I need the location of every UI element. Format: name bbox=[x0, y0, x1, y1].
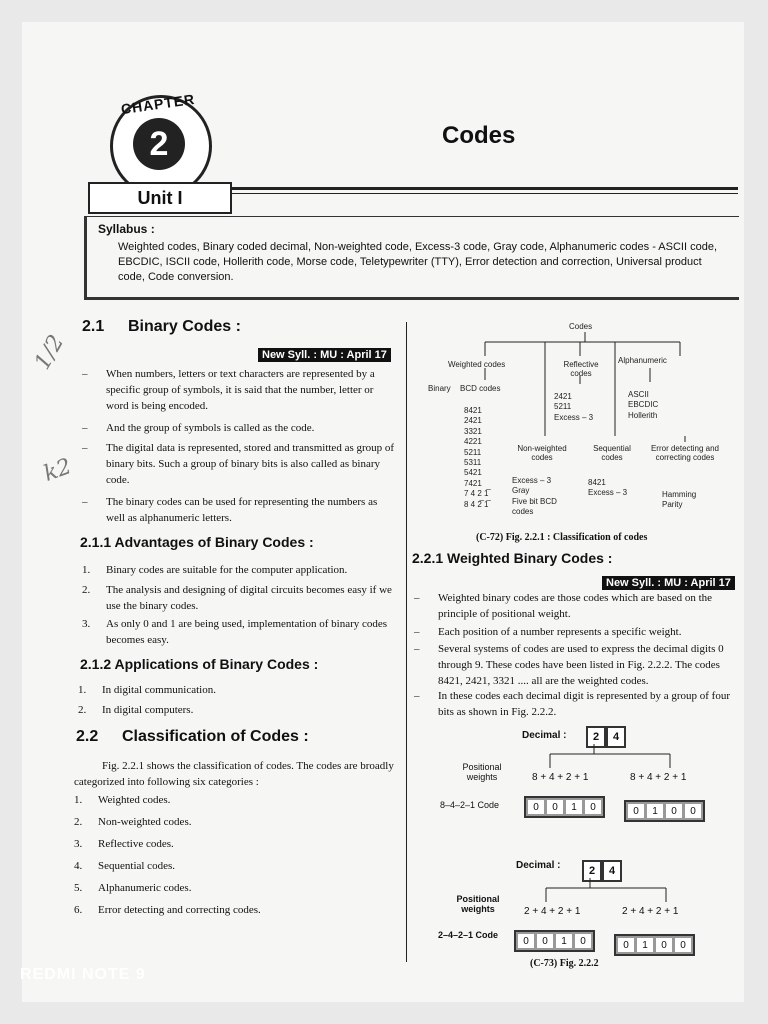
error-list: Hamming Parity bbox=[662, 490, 697, 510]
code-bits-left: 0 0 1 0 bbox=[514, 930, 595, 952]
tree-node-weighted: Weighted codes bbox=[448, 360, 506, 369]
subsection-title: 2.1.1 Advantages of Binary Codes : bbox=[80, 534, 314, 550]
list-item: 5. Alphanumeric codes. bbox=[74, 882, 192, 894]
section-title: Classification of Codes : bbox=[122, 728, 309, 745]
alpha-list: ASCII EBCDIC Hollerith bbox=[628, 390, 659, 420]
code-bits-right: 0 1 0 0 bbox=[614, 934, 695, 956]
figure-caption: (C-73) Fig. 2.2.2 bbox=[530, 958, 599, 969]
list-item: 1. In digital communication. bbox=[78, 684, 216, 696]
section-number: 2.1 bbox=[82, 318, 105, 335]
tree-root: Codes bbox=[569, 322, 593, 331]
camera-watermark: REDMI NOTE 9 bbox=[20, 966, 146, 983]
list-item: 6. Error detecting and correcting codes. bbox=[74, 904, 261, 916]
code-label: 2–4–2–1 Code bbox=[438, 930, 499, 940]
list-item: 1. Weighted codes. bbox=[74, 794, 171, 806]
list-item: 2. In digital computers. bbox=[78, 704, 194, 716]
fig1-connectors bbox=[520, 744, 720, 774]
tree-node-binary: Binary bbox=[428, 384, 451, 393]
chapter-word: CHAPTER bbox=[119, 90, 197, 118]
sequential-list: 8421 Excess – 3 bbox=[588, 478, 628, 498]
decimal-digit: 2 bbox=[586, 726, 606, 748]
paragraph: – Several systems of codes are used to express the decimal digits 0 through 9. These codes have been listed in Fig. 2.2.2. The codes 8421, 2421, 3321 .... all are the weighted codes. bbox=[414, 643, 724, 687]
list-item: 2. The analysis and designing of digital circuits becomes easy if we use the binary codes. bbox=[82, 584, 392, 612]
column-divider bbox=[406, 322, 407, 962]
syllabus-tag: New Syll. : MU : April 17 bbox=[258, 348, 391, 362]
weights-right: 2 + 4 + 2 + 1 bbox=[622, 906, 679, 917]
figure-caption: (C-72) Fig. 2.2.1 : Classification of codes bbox=[476, 532, 648, 543]
syllabus-tag: New Syll. : MU : April 17 bbox=[602, 576, 735, 590]
list-item: 2. Non-weighted codes. bbox=[74, 816, 192, 828]
list-item: 3. Reflective codes. bbox=[74, 838, 174, 850]
subsection-title: 2.2.1 Weighted Binary Codes : bbox=[412, 550, 613, 566]
tree-node-alphanumeric: Alphanumeric bbox=[618, 356, 667, 365]
tree-node-reflective: Reflective codes bbox=[563, 360, 599, 378]
weights-right: 8 + 4 + 2 + 1 bbox=[630, 772, 687, 783]
section-title: Binary Codes : bbox=[128, 318, 241, 335]
list-item: 3. As only 0 and 1 are being used, implementation of binary codes becomes easy. bbox=[82, 618, 388, 646]
paragraph: – The digital data is represented, stored and transmitted as group of binary bits. Such a group of binary bits is also called as binary code. bbox=[82, 442, 395, 486]
decimal-label: Decimal : bbox=[522, 730, 567, 741]
code-bits-right: 0 1 0 0 bbox=[624, 800, 705, 822]
paragraph: – Each position of a number represents a specific weight. bbox=[414, 626, 682, 638]
margin-note: 1/2 bbox=[30, 330, 70, 375]
unit-label: Unit I bbox=[88, 182, 232, 214]
list-item: 1. Binary codes are suitable for the computer application. bbox=[82, 564, 348, 576]
decimal-digit: 4 bbox=[606, 726, 626, 748]
page-title: Codes bbox=[442, 122, 516, 149]
decimal-digit: 4 bbox=[602, 860, 622, 882]
code-bits-left: 0 0 1 0 bbox=[524, 796, 605, 818]
tree-node-error: Error detecting and correcting codes bbox=[650, 444, 720, 462]
paragraph: – The binary codes can be used for representing the numbers as well as alphanumeric letters. bbox=[82, 496, 378, 524]
weights-left: 8 + 4 + 2 + 1 bbox=[532, 772, 589, 783]
paragraph: – And the group of symbols is called as the code. bbox=[82, 422, 315, 434]
tree-node-sequential: Sequential codes bbox=[593, 444, 631, 462]
reflective-list: 2421 5211 Excess – 3 bbox=[554, 392, 594, 422]
decimal-digit: 2 bbox=[582, 860, 602, 882]
positional-weights-label: Positional weights bbox=[462, 762, 502, 782]
header-rule-thin bbox=[230, 193, 738, 194]
paragraph: Fig. 2.2.1 shows the classification of codes. The codes are broadly categorized into following six categories : bbox=[74, 760, 394, 788]
weights-left: 2 + 4 + 2 + 1 bbox=[524, 906, 581, 917]
paragraph: – When numbers, letters or text characters are represented by a specific group of symbols, it is said that the number, letter or word is being encoded. bbox=[82, 368, 375, 412]
syllabus-heading: Syllabus : bbox=[98, 222, 155, 236]
subsection-title: 2.1.2 Applications of Binary Codes : bbox=[80, 656, 319, 672]
margin-note: k2 bbox=[40, 454, 75, 487]
section-number: 2.2 bbox=[76, 728, 99, 745]
tree-node-nonweighted: Non-weighted codes bbox=[517, 444, 567, 462]
list-item: 4. Sequential codes. bbox=[74, 860, 175, 872]
bcd-list: 8421 2421 3321 4221 5211 5311 5421 7421 7 4 2 1̅ 8 4 2̅ 1̅ bbox=[464, 406, 489, 509]
code-label: 8–4–2–1 Code bbox=[440, 800, 500, 810]
tree-node-bcd: BCD codes bbox=[460, 384, 501, 393]
header-rule bbox=[230, 187, 738, 190]
syllabus-text: Weighted codes, Binary coded decimal, Non-weighted code, Excess-3 code, Gray code, Alphanumeric codes - ASCII code, EBCDIC, ISCII code, Hollerith code, Morse code, Teletypewriter (TTY), Error detection and correction, Universal product code, Code conversion. bbox=[118, 241, 718, 283]
paragraph: – Weighted binary codes are those codes which are based on the principle of positional weight. bbox=[414, 592, 713, 620]
positional-weights-label: Positional weights bbox=[456, 894, 500, 914]
fig2-connectors bbox=[516, 878, 716, 908]
paragraph: – In these codes each decimal digit is represented by a group of four bits as shown in Fig. 2.2.2. bbox=[414, 690, 731, 718]
decimal-label: Decimal : bbox=[516, 860, 561, 871]
nonweighted-list: Excess – 3 Gray Five bit BCD codes bbox=[512, 476, 557, 517]
chapter-number: 2 bbox=[133, 118, 185, 170]
